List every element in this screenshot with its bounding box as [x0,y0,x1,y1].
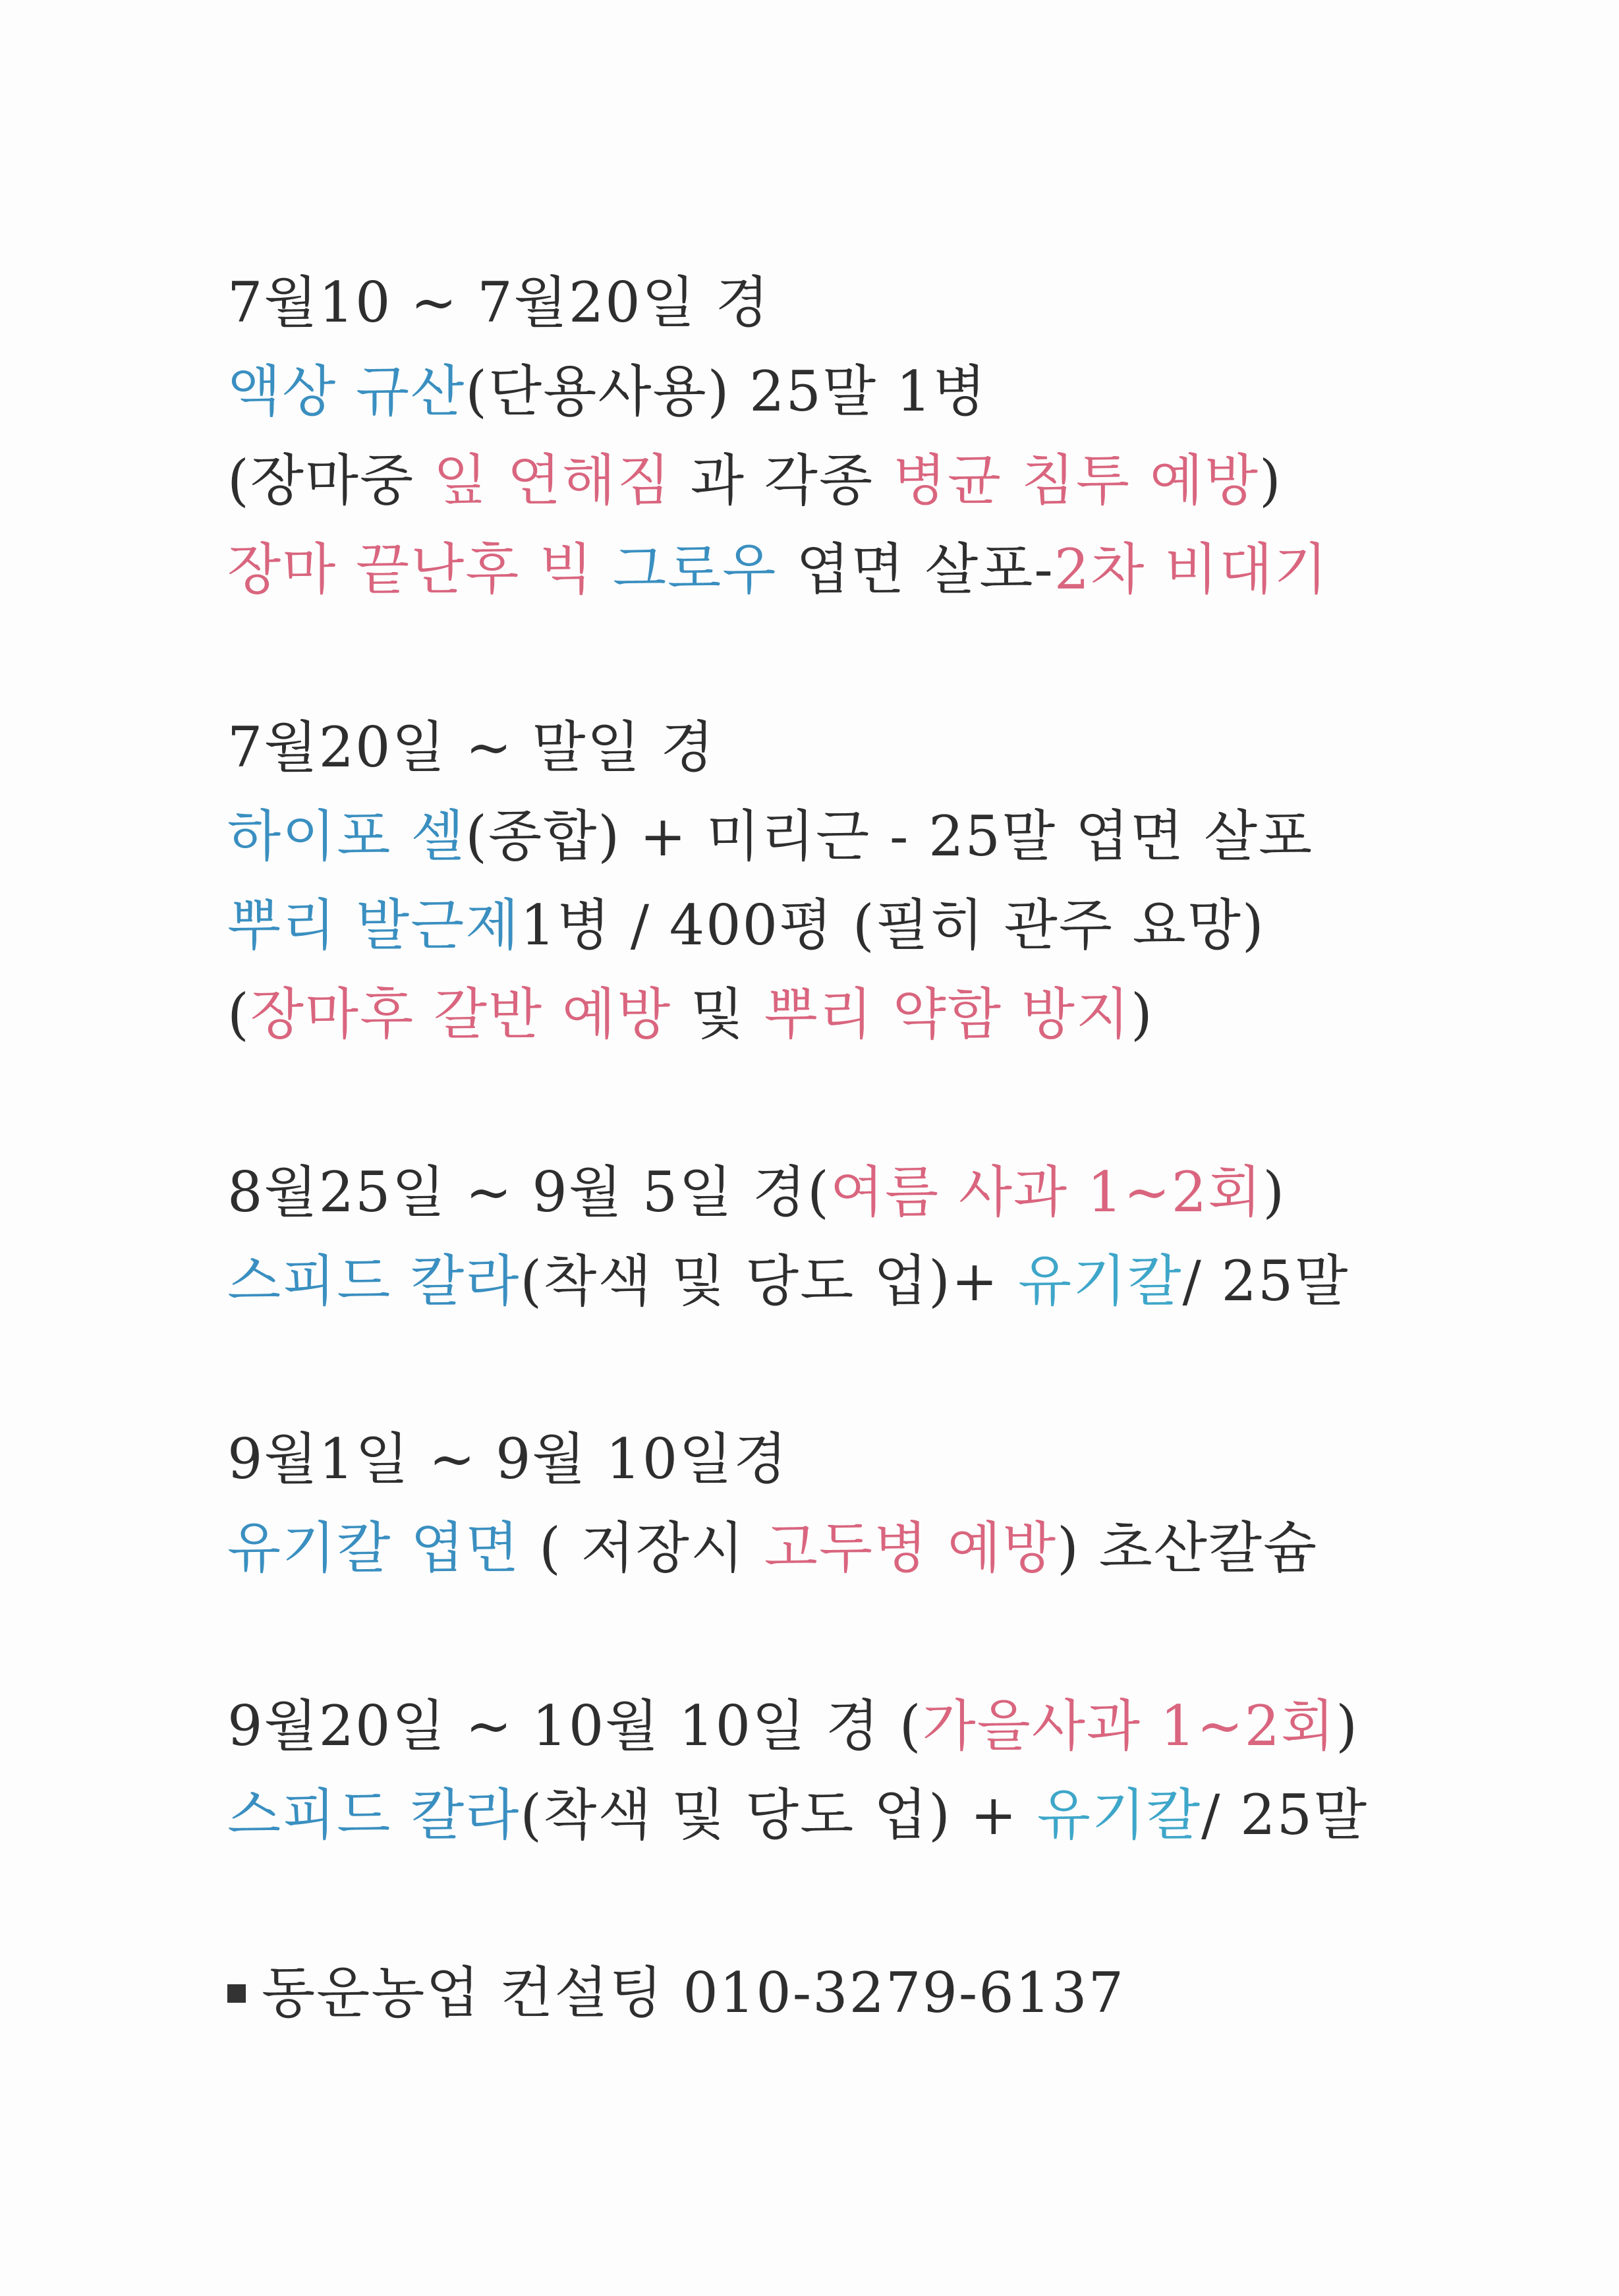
text-segment: ) [1131,982,1154,1047]
schedule-line [227,1504,1512,1593]
block-spacer [227,1860,1512,1949]
text-segment: 스피드 칼라 [227,1783,521,1847]
schedule-blocks [227,258,1512,1949]
text-segment: 8월25일 ~ 9월 5일 경( [227,1160,830,1224]
schedule-line [227,258,1512,347]
text-segment: 7월20일 ~ 말일 경 [227,715,716,780]
text-segment: 유기칼 [1018,1249,1183,1313]
text-segment: 및 [671,982,764,1047]
schedule-line [227,1682,1512,1771]
text-segment: 9월20일 ~ 10월 10일 경 ( [227,1694,923,1758]
text-segment: 가을사과 1~2회 [922,1694,1336,1758]
text-segment: 엽면 살포- [777,537,1054,602]
text-segment: / 25말 [1182,1249,1349,1313]
text-segment: (착색 및 당도 업) + [520,1783,1037,1847]
schedule-line [227,703,1512,792]
text-segment: 스피드 칼라 [227,1249,521,1313]
text-segment: 여름 사과 1~2회 [830,1160,1263,1224]
text-segment: 병균 침투 예방 [892,448,1260,513]
square-bullet-icon [227,1984,246,2003]
text-segment: ) [1259,448,1282,513]
text-segment: 7월10 ~ 7월20일 경 [227,270,770,335]
text-segment: 액상 규산 [227,359,466,424]
text-segment: 유기칼 [1037,1783,1202,1847]
schedule-block [227,1415,1512,1593]
text-segment: 과 각종 [671,448,893,513]
block-spacer [227,1326,1512,1415]
schedule-block [227,1148,1512,1326]
text-segment: 그로우 [612,537,778,602]
text-segment: 잎 연해짐 [433,448,672,513]
block-spacer [227,614,1512,703]
block-spacer [227,1593,1512,1682]
text-segment: (단용사용) 25말 1병 [465,359,988,424]
text-segment: ) [1263,1160,1286,1224]
schedule-line [227,1237,1512,1326]
text-segment: ( 저장시 [520,1516,764,1580]
schedule-line [227,525,1512,614]
text-segment: 뿌리 발근제 [227,893,521,958]
text-segment: 하이포 셀 [227,804,466,869]
schedule-line [227,792,1512,881]
text-segment: (종합) + 미리근 - 25말 엽면 살포 [465,804,1314,869]
schedule-line [227,1148,1512,1237]
contact-footer [227,1949,1512,2038]
text-segment: 장마후 갈반 예방 [250,982,672,1047]
text-segment: ( [227,982,250,1047]
text-segment: (착색 및 당도 업)+ [520,1249,1019,1313]
schedule-block [227,703,1512,1059]
text-segment: 유기칼 엽면 [227,1516,521,1580]
text-segment: 뿌리 약함 방지 [764,982,1131,1047]
block-spacer [227,1059,1512,1148]
schedule-block [227,1682,1512,1860]
schedule-line [227,970,1512,1059]
contact-text: 동운농업 컨설팅 010-3279-6137 [262,1961,1125,2025]
text-segment: 장마 끝난후 빅 [227,537,613,602]
schedule-line [227,436,1512,525]
schedule-line [227,1771,1512,1860]
text-segment: 9월1일 ~ 9월 10일경 [227,1427,789,1491]
text-segment: 고두병 예방 [764,1516,1058,1580]
schedule-line [227,881,1512,970]
document-content [227,258,1512,2038]
text-segment: (장마중 [227,448,434,513]
text-segment: 1병 / 400평 (필히 관주 요망) [520,893,1265,958]
text-segment: ) 초산칼슘 [1057,1516,1319,1580]
text-segment: 2차 비대기 [1054,537,1329,602]
schedule-line [227,347,1512,436]
schedule-block [227,258,1512,614]
schedule-line [227,1415,1512,1504]
text-segment: / 25말 [1201,1783,1369,1847]
text-segment: ) [1336,1694,1359,1758]
